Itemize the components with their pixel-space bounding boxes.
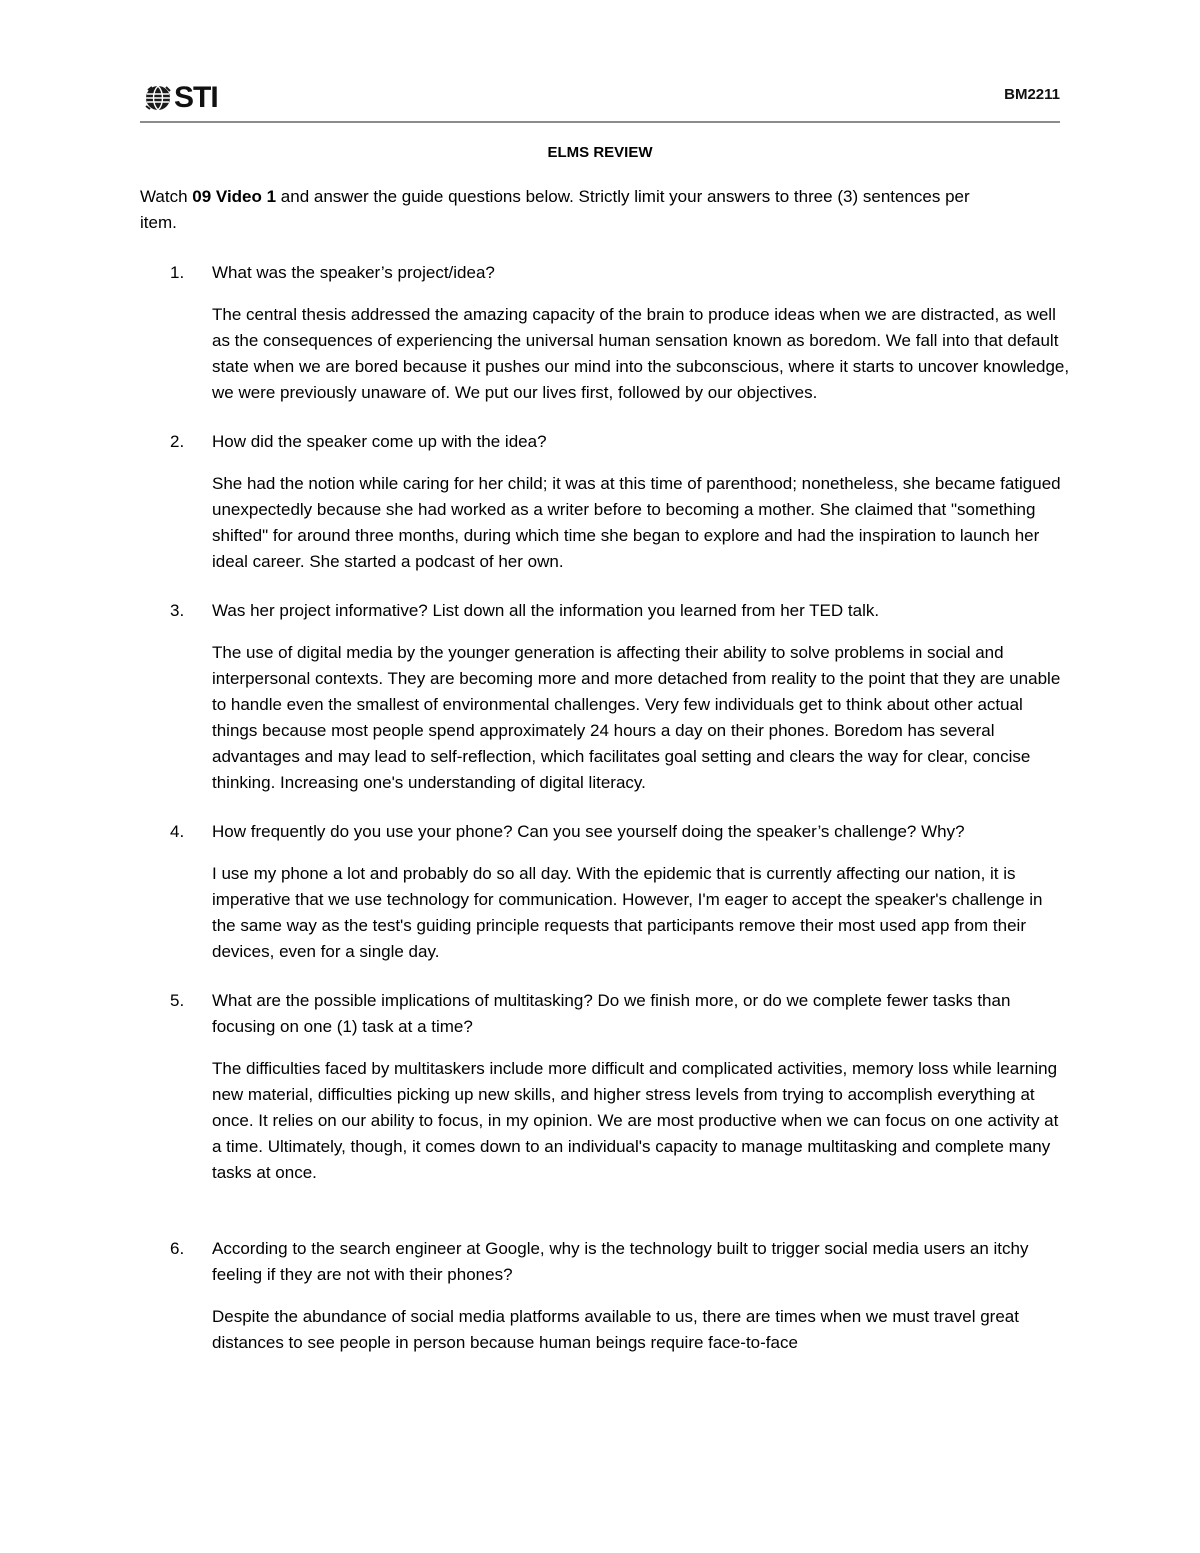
question-text: How frequently do you use your phone? Can you see yourself doing the speaker’s challenge? Why? [212, 822, 965, 841]
answer-text: She had the notion while caring for her child; it was at this time of parenthood; nonetheless, she became fatigued unexpectedly because she had worked as a writer before to becoming a mother. She claimed that "something shifted" for around three months, during which time she began to explore and had the inspiration to launch her ideal career. She started a podcast of her own. [212, 474, 1061, 571]
question-text: How did the speaker come up with the idea? [212, 432, 547, 451]
instructions [140, 184, 1000, 236]
question-text: Was her project informative? List down all the information you learned from her TED talk. [212, 601, 880, 620]
question-text: According to the search engineer at Google, why is the technology built to trigger social media users an itchy feeling if they are not with their phones? [212, 1239, 1029, 1284]
question-item [140, 988, 1070, 1186]
answer-text: I use my phone a lot and probably do so all day. With the epidemic that is currently affecting our nation, it is imperative that we use technology for communication. However, I'm eager to accept the speaker's challenge in the same way as the test's guiding principle requests that participants remove their most used app from their devices, even for a single day. [212, 864, 1043, 961]
question-item [140, 598, 1070, 796]
document-title: ELMS REVIEW [547, 144, 653, 161]
answer-text: The use of digital media by the younger generation is affecting their ability to solve problems in social and interpersonal contexts. They are becoming more and more detached from reality to the point that they are unable to handle even the smallest of environmental challenges. Very few individuals get to think about other actual things because most people spend approximately 24 hours a day on their phones. Boredom has several advantages and may lead to self-reflection, which facilitates goal setting and clears the way for clear, concise thinking. Increasing one's understanding of digital literacy. [212, 643, 1061, 792]
question-number: 5. [170, 991, 185, 1010]
question-item [140, 429, 1070, 575]
instructions-part-1: Watch [140, 187, 193, 206]
document-body [140, 140, 1070, 1356]
sti-logo [144, 80, 218, 116]
question-number: 3. [170, 601, 185, 620]
answer-text: The central thesis addressed the amazing capacity of the brain to produce ideas when we are distracted, as well as the consequences of experiencing the universal human sensation known as boredom. We fall into that default state when we are bored because it pushes our mind into the subconscious, where it starts to uncover knowledge, we were previously unaware of. We put our lives first, followed by our objectives. [212, 305, 1070, 402]
question-number: 2. [170, 432, 185, 451]
question-number: 1. [170, 263, 185, 282]
question-number: 4. [170, 822, 185, 841]
course-code: BM2211 [1004, 86, 1060, 103]
question-item [140, 1236, 1070, 1356]
instructions-video-ref: 09 Video 1 [192, 187, 277, 206]
answer-text: Despite the abundance of social media platforms available to us, there are times when we must travel great distances to see people in person because human beings require face-to-face [212, 1307, 1019, 1352]
logo-text: STI [174, 81, 218, 114]
question-item [140, 819, 1070, 965]
globe-icon [144, 84, 172, 112]
page-header [140, 78, 1060, 118]
question-text: What are the possible implications of multitasking? Do we finish more, or do we complete fewer tasks than focusing on one (1) task at a time? [212, 991, 1011, 1036]
question-number: 6. [170, 1239, 185, 1258]
instructions-part-2: and answer the guide questions below. Strictly limit your answers to three (3) sentences per item. [140, 187, 970, 232]
question-text: What was the speaker’s project/idea? [212, 263, 495, 282]
question-item [140, 260, 1070, 406]
answer-text: The difficulties faced by multitaskers include more difficult and complicated activities, memory loss while learning new material, difficulties picking up new skills, and higher stress levels from trying to accomplish everything at once. It relies on our ability to focus, in my opinion. We are most productive when we can focus on one activity at a time. Ultimately, though, it comes down to an individual's capacity to manage multitasking and complete many tasks at once. [212, 1059, 1059, 1182]
header-divider [140, 121, 1060, 123]
